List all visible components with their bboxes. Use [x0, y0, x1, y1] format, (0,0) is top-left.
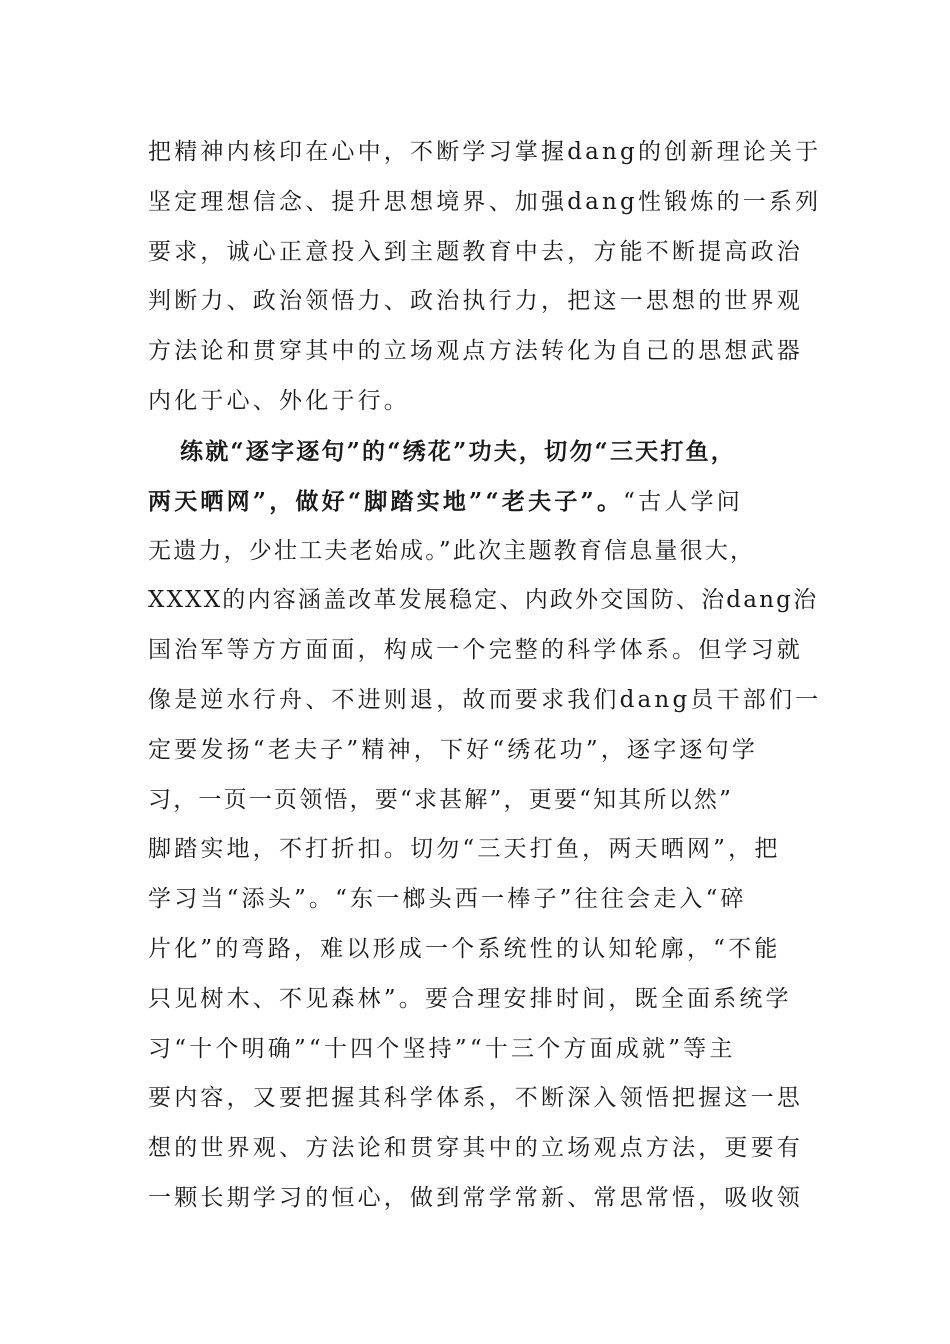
paragraph-heading-line: 练就“逐字逐句”的“绣花”功夫，切勿“三天打鱼，	[180, 438, 736, 465]
text-line: 习“十个明确”“十四个坚持”“十三个方面成就”等主	[148, 1035, 736, 1062]
text-line: 习，一页一页领悟，要“求甚解”，更要“知其所以然”	[148, 786, 734, 813]
paragraph-heading-rest: “古人学问	[623, 488, 743, 515]
text-line: 要内容，又要把握其科学体系，不断深入领悟把握这一思	[148, 1085, 803, 1112]
text-line: 只见树木、不见森林”。要合理安排时间，既全面系统学	[148, 985, 792, 1012]
text-line: 把精神内核印在心中，不断学习掌握dang的创新理论关于	[148, 139, 822, 165]
text-line: 脚踏实地，不打折扣。切勿“三天打鱼，两天晒网”，把	[148, 836, 781, 863]
text-line: 一颗长期学习的恒心，做到常学常新、常思常悟，吸收领	[148, 1184, 803, 1211]
text-line: 国治军等方方面面，构成一个完整的科学体系。但学习就	[148, 637, 803, 664]
text-line: 像是逆水行舟、不进则退，故而要求我们dang员干部们一	[148, 686, 822, 713]
text-line: 学习当“添头”。“东一榔头西一棒子”往往会走入“碎	[148, 886, 747, 913]
text-line: 判断力、政治领悟力、政治执行力，把这一思想的世界观	[148, 288, 803, 315]
paragraph-heading-bold: 两天晒网”，做好“脚踏实地”“老夫子”。	[148, 487, 624, 515]
text-line: 无遗力，少壮工夫老始成。”此次主题教育信息量很大，	[148, 537, 756, 564]
text-line: XXXX的内容涵盖改革发展稳定、内政外交国防、治dang治	[148, 587, 819, 614]
paragraph-1	[148, 128, 820, 427]
text-line: 想的世界观、方法论和贯穿其中的立场观点方法，更要有	[148, 1135, 803, 1162]
text-line: 要求，诚心正意投入到主题教育中去，方能不断提高政治	[148, 238, 803, 265]
text-line: 定要发扬“老夫子”精神，下好“绣花功”，逐字逐句学	[148, 736, 759, 763]
text-line: 方法论和贯穿其中的立场观点方法转化为自己的思想武器	[148, 338, 803, 365]
paragraph-2	[148, 427, 820, 1224]
text-line: 坚定理想信念、提升思想境界、加强dang性锻炼的一系列	[148, 188, 822, 215]
text-line: 片化”的弯路，难以形成一个系统性的认知轮廓，“不能	[148, 935, 781, 962]
text-line: 内化于心、外化于行。	[148, 387, 410, 414]
paragraph-heading-line	[148, 477, 820, 527]
